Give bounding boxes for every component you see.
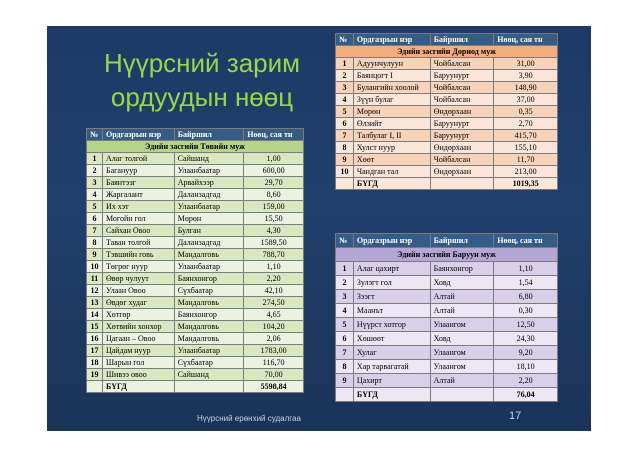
row-number: 6 — [336, 332, 354, 346]
table-row — [87, 201, 304, 213]
deposit-reserve: 2,20 — [494, 374, 558, 388]
table-row — [336, 82, 558, 94]
section-title: Эдийн засгийн Төвийн муж — [87, 141, 304, 153]
row-number: 5 — [336, 106, 354, 118]
header-name: Ордгазрын нэр — [353, 34, 430, 46]
row-number: 17 — [87, 345, 103, 357]
total-label: БҮГД — [353, 388, 430, 402]
deposit-reserve: 1,10 — [244, 261, 304, 273]
row-number: 3 — [336, 82, 354, 94]
row-number: 7 — [336, 130, 354, 142]
deposit-location: Алтай — [430, 374, 494, 388]
total-spacer — [336, 178, 354, 190]
deposit-name: Шивээ овоо — [102, 369, 174, 381]
row-number: 3 — [87, 177, 103, 189]
table-row — [87, 249, 304, 261]
row-number: 5 — [336, 318, 354, 332]
deposit-location: Сайшанд — [174, 369, 243, 381]
deposit-name: Хөтвийн хонхор — [102, 321, 174, 333]
row-number: 10 — [87, 261, 103, 273]
deposit-name: Алаг толгой — [102, 153, 174, 165]
deposit-reserve: 415,70 — [494, 130, 558, 142]
deposit-name: Төгрөг нуур — [102, 261, 174, 273]
table-row — [336, 70, 558, 82]
deposit-name: Зээгт — [353, 290, 430, 304]
row-number: 8 — [336, 360, 354, 374]
deposit-name: Могойн гол — [102, 213, 174, 225]
deposit-location: Сүхбаатар — [174, 285, 243, 297]
deposit-name: Хөтгөр — [102, 309, 174, 321]
table-row — [336, 58, 558, 70]
deposit-name: Улаан Овоо — [102, 285, 174, 297]
deposit-name: Маанът — [353, 304, 430, 318]
deposit-reserve: 1,00 — [244, 153, 304, 165]
deposit-location: Арвайхээр — [174, 177, 243, 189]
deposit-reserve: 104,20 — [244, 321, 304, 333]
row-number: 8 — [87, 237, 103, 249]
row-number: 4 — [336, 94, 354, 106]
total-row — [87, 381, 304, 393]
deposit-location: Баянхонгор — [174, 273, 243, 285]
deposit-name: Сайхан Овоо — [102, 225, 174, 237]
deposit-location: Алтай — [430, 290, 494, 304]
deposit-name: Зулэгт гол — [353, 276, 430, 290]
total-row — [336, 388, 558, 402]
row-number: 5 — [87, 201, 103, 213]
table-row — [87, 309, 304, 321]
header-name: Ордгазрын нэр — [102, 129, 174, 141]
row-number: 15 — [87, 321, 103, 333]
header-location: Байршил — [430, 234, 494, 248]
deposit-reserve: 12,50 — [494, 318, 558, 332]
deposit-location: Алтай — [430, 304, 494, 318]
deposit-name: Тэвшийн говь — [102, 249, 174, 261]
row-number: 6 — [87, 213, 103, 225]
deposit-location: Чойбалсан — [430, 58, 494, 70]
deposit-name: Их хэт — [102, 201, 174, 213]
deposit-name: Багануур — [102, 165, 174, 177]
row-number: 2 — [87, 165, 103, 177]
total-value: 1019,35 — [494, 178, 558, 190]
row-number: 18 — [87, 357, 103, 369]
row-number: 11 — [87, 273, 103, 285]
table-row — [336, 304, 558, 318]
deposit-reserve: 29,70 — [244, 177, 304, 189]
deposit-location: Улаангом — [430, 360, 494, 374]
deposit-name: Чандган тал — [353, 166, 430, 178]
deposit-reserve: 9,20 — [494, 346, 558, 360]
row-number: 1 — [87, 153, 103, 165]
deposit-reserve: 15,50 — [244, 213, 304, 225]
row-number: 4 — [87, 189, 103, 201]
deposit-location: Улаанбаатар — [174, 261, 243, 273]
deposit-reserve: 31,00 — [494, 58, 558, 70]
table-row — [336, 142, 558, 154]
deposit-location: Ховд — [430, 332, 494, 346]
deposit-name: Зүүн булаг — [353, 94, 430, 106]
table-row — [87, 189, 304, 201]
header-num: № — [87, 129, 103, 141]
deposit-reserve: 2,06 — [244, 333, 304, 345]
deposit-reserve: 788,70 — [244, 249, 304, 261]
header-num: № — [336, 34, 354, 46]
deposit-name: Нүүрст хотгор — [353, 318, 430, 332]
total-value: 5598,84 — [244, 381, 304, 393]
row-number: 3 — [336, 290, 354, 304]
row-number: 16 — [87, 333, 103, 345]
deposit-name: Цайдам нуур — [102, 345, 174, 357]
deposit-reserve: 4,30 — [244, 225, 304, 237]
deposit-reserve: 70,00 — [244, 369, 304, 381]
header-reserve: Нөөц, сая тн — [244, 129, 304, 141]
row-number: 9 — [87, 249, 103, 261]
deposit-name: Баянтээг — [102, 177, 174, 189]
deposit-reserve: 24,30 — [494, 332, 558, 346]
deposit-name: Адуунчулуун — [353, 58, 430, 70]
table-row — [87, 165, 304, 177]
row-number: 9 — [336, 374, 354, 388]
deposit-reserve: 0,30 — [494, 304, 558, 318]
deposit-reserve: 2,20 — [244, 273, 304, 285]
section-row — [87, 141, 304, 153]
row-number: 7 — [336, 346, 354, 360]
deposit-location: Баруунурт — [430, 118, 494, 130]
deposit-location: Баянхонгор — [430, 262, 494, 276]
row-number: 14 — [87, 309, 103, 321]
deposit-reserve: 11,70 — [494, 154, 558, 166]
deposit-reserve: 116,70 — [244, 357, 304, 369]
deposit-name: Хөөт — [353, 154, 430, 166]
total-spacer — [430, 388, 494, 402]
row-number: 7 — [87, 225, 103, 237]
table-row — [87, 213, 304, 225]
header-num: № — [336, 234, 354, 248]
row-number: 19 — [87, 369, 103, 381]
deposit-reserve: 3,90 — [494, 70, 558, 82]
deposit-reserve: 6,80 — [494, 290, 558, 304]
table-row — [87, 369, 304, 381]
deposit-location: Сүхбаатар — [174, 357, 243, 369]
table-row — [87, 321, 304, 333]
deposit-location: Ховд — [430, 276, 494, 290]
deposit-name: Цагаан – Овоо — [102, 333, 174, 345]
total-spacer — [336, 388, 354, 402]
deposit-name: Шарын гол — [102, 357, 174, 369]
table-row — [336, 262, 558, 276]
deposit-reserve: 213,00 — [494, 166, 558, 178]
total-value: 76,04 — [494, 388, 558, 402]
deposit-reserve: 1,54 — [494, 276, 558, 290]
deposit-reserve: 0,35 — [494, 106, 558, 118]
row-number: 9 — [336, 154, 354, 166]
deposit-reserve: 155,10 — [494, 142, 558, 154]
deposit-name: Талбулаг I, II — [353, 130, 430, 142]
section-row — [336, 248, 558, 262]
section-title: Эдийн засгийн Дорнод муж — [336, 46, 558, 58]
row-number: 13 — [87, 297, 103, 309]
deposit-location: Мандалговь — [174, 249, 243, 261]
deposit-name: Алаг цахирт — [353, 262, 430, 276]
page-number: 17 — [509, 410, 522, 422]
deposit-location: Өндөрхаан — [430, 142, 494, 154]
deposit-location: Булган — [174, 225, 243, 237]
row-number: 1 — [336, 58, 354, 70]
row-number: 2 — [336, 276, 354, 290]
deposit-location: Мандалговь — [174, 333, 243, 345]
table-row — [336, 154, 558, 166]
header-name: Ордгазрын нэр — [353, 234, 430, 248]
total-label: БҮГД — [353, 178, 430, 190]
total-spacer — [174, 381, 243, 393]
deposit-name: Мөрөн — [353, 106, 430, 118]
deposit-name: Булангийн хоолой — [353, 82, 430, 94]
table-row — [336, 374, 558, 388]
total-spacer — [430, 178, 494, 190]
table-row — [336, 166, 558, 178]
deposit-location: Улаанбаатар — [174, 345, 243, 357]
row-number: 8 — [336, 142, 354, 154]
table-row — [87, 153, 304, 165]
table-row — [336, 346, 558, 360]
header-reserve: Нөөц, сая тн — [494, 234, 558, 248]
header-reserve: Нөөц, сая тн — [494, 34, 558, 46]
total-label: БҮГД — [102, 381, 174, 393]
deposit-location: Улаанбаатар — [174, 201, 243, 213]
deposit-name: Таван толгой — [102, 237, 174, 249]
deposit-reserve: 4,65 — [244, 309, 304, 321]
row-number: 2 — [336, 70, 354, 82]
deposit-location: Улаангом — [430, 346, 494, 360]
table-row — [87, 297, 304, 309]
deposit-name: Хулст нуур — [353, 142, 430, 154]
deposit-reserve: 1783,00 — [244, 345, 304, 357]
section-row — [336, 46, 558, 58]
deposit-reserve: 8,60 — [244, 189, 304, 201]
row-number: 1 — [336, 262, 354, 276]
table-row — [87, 225, 304, 237]
deposit-reserve: 148,90 — [494, 82, 558, 94]
section-title: Эдийн засгийн Баруун муж — [336, 248, 558, 262]
table-row — [336, 360, 558, 374]
table-row — [336, 106, 558, 118]
table-western-region — [335, 233, 558, 402]
header-location: Байршил — [174, 129, 243, 141]
row-number: 6 — [336, 118, 354, 130]
row-number: 4 — [336, 304, 354, 318]
table-row — [336, 318, 558, 332]
deposit-location: Даланзадгад — [174, 237, 243, 249]
deposit-reserve: 18,10 — [494, 360, 558, 374]
deposit-location: Баруунурт — [430, 130, 494, 142]
deposit-name: Баянцогт I — [353, 70, 430, 82]
deposit-reserve: 1589,50 — [244, 237, 304, 249]
deposit-name: Хулаг — [353, 346, 430, 360]
deposit-location: Баруунурт — [430, 70, 494, 82]
slide — [47, 26, 591, 431]
deposit-location: Чойбалсан — [430, 82, 494, 94]
footer-text: Нүүрсний ерөнхий судалгаа — [197, 414, 301, 423]
table-eastern-region — [335, 33, 558, 190]
deposit-reserve: 42,10 — [244, 285, 304, 297]
deposit-location: Мөрөн — [174, 213, 243, 225]
deposit-location: Өндөрхаан — [430, 166, 494, 178]
deposit-name: Хар тарвагатай — [353, 360, 430, 374]
deposit-name: Өлзийт — [353, 118, 430, 130]
table-row — [336, 290, 558, 304]
table-row — [336, 332, 558, 346]
row-number: 10 — [336, 166, 354, 178]
table-row — [336, 276, 558, 290]
table-row — [87, 273, 304, 285]
deposit-name: Өвөр чулуут — [102, 273, 174, 285]
deposit-reserve: 37,00 — [494, 94, 558, 106]
deposit-reserve: 274,50 — [244, 297, 304, 309]
table-row — [87, 345, 304, 357]
table-row — [336, 130, 558, 142]
deposit-location: Мандалговь — [174, 297, 243, 309]
deposit-reserve: 600,00 — [244, 165, 304, 177]
table-central-region — [86, 128, 304, 393]
deposit-location: Чойбалсан — [430, 154, 494, 166]
slide-title: Нүүрсний зарим ордуудын нөөц — [103, 48, 301, 112]
deposit-location: Даланзадгад — [174, 189, 243, 201]
deposit-location: Мандалговь — [174, 321, 243, 333]
deposit-location: Улаанбаатар — [174, 165, 243, 177]
header-location: Байршил — [430, 34, 494, 46]
deposit-location: Өндөрхаан — [430, 106, 494, 118]
deposit-name: Хөшөөт — [353, 332, 430, 346]
deposit-reserve: 2,70 — [494, 118, 558, 130]
table-row — [87, 177, 304, 189]
deposit-location: Улаангом — [430, 318, 494, 332]
deposit-location: Баянхонгор — [174, 309, 243, 321]
deposit-reserve: 159,00 — [244, 201, 304, 213]
row-number: 12 — [87, 285, 103, 297]
table-row — [87, 285, 304, 297]
table-row — [87, 261, 304, 273]
deposit-name: Өвдөг худаг — [102, 297, 174, 309]
table-row — [87, 357, 304, 369]
total-row — [336, 178, 558, 190]
table-row — [336, 94, 558, 106]
deposit-location: Чойбалсан — [430, 94, 494, 106]
deposit-reserve: 1,10 — [494, 262, 558, 276]
deposit-location: Сайшанд — [174, 153, 243, 165]
total-spacer — [87, 381, 103, 393]
table-row — [87, 237, 304, 249]
table-row — [336, 118, 558, 130]
table-row — [87, 333, 304, 345]
deposit-name: Жаргалант — [102, 189, 174, 201]
deposit-name: Цахирт — [353, 374, 430, 388]
